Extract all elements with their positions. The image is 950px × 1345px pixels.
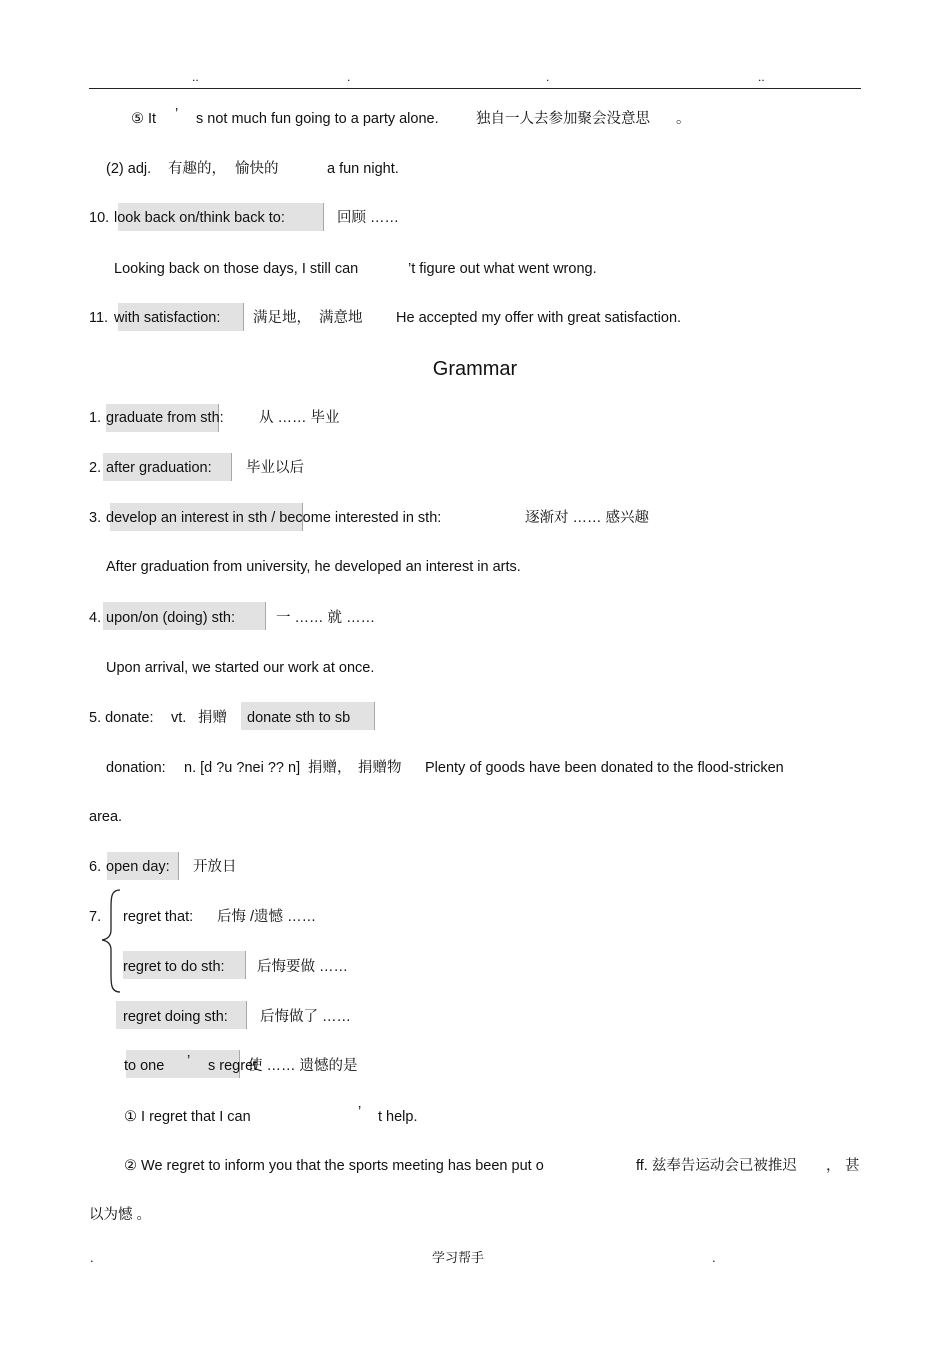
phrase: look back on/think back to: [114,210,285,226]
item-number: 2. [89,460,102,476]
example-text: a fun night. [327,161,399,177]
example-text: t help. [378,1109,418,1125]
example-text: ① I regret that I can [124,1109,251,1125]
phrase: graduate from sth: [106,410,224,426]
phrase: regret doing sth: [123,1009,228,1025]
translation: 捐赠， [308,760,352,776]
header-mark: . [546,70,550,84]
example-text: Looking back on those days, I still can [114,261,359,277]
translation: 捐赠 [198,710,227,726]
phrase: s regret [208,1058,258,1074]
item-number: 11. [89,310,109,326]
item-number: 6. [89,859,102,875]
sense-label: (2) adj. [106,161,152,177]
translation: 捐赠物 [358,760,402,776]
translation: 后悔要做 …… [257,959,349,975]
translation: 使 …… 遗憾的是 [248,1058,358,1074]
translation: 开放日 [193,859,237,875]
translation: 后悔做了 …… [260,1009,352,1025]
translation: 满足地， [253,310,311,326]
translation: 满意地 [319,310,363,326]
translation: 毕业以后 [246,460,304,476]
example-text: Plenty of goods have been donated to the flood-stricken [425,760,784,776]
translation-punct: ， [826,1158,841,1174]
header-rule [89,88,861,89]
header-mark: .. [758,70,765,84]
curly-brace [100,888,124,994]
example-text: ② We regret to inform you that the sports meeting has been put o [124,1158,544,1174]
translation: 独自一人去参加聚会没意思 [476,111,650,127]
translation: 甚 [845,1158,860,1174]
item-number: 4. [89,610,102,626]
translation: ff. 兹奉告运动会已被推迟 [636,1158,797,1174]
translation: 逐渐对 …… 感兴趣 [525,510,650,526]
translation: 有趣的， [168,161,226,177]
item-number: 10. [89,210,110,226]
item-number: 7. [89,909,102,925]
footer-mark: . [712,1250,716,1265]
section-title: Grammar [432,358,518,380]
footer-mark: . [90,1250,94,1265]
example-text: He accepted my offer with great satisfaction. [396,310,682,326]
header-mark: .. [192,70,199,84]
example-text: ’t figure out what went wrong. [408,261,597,277]
example-text: After graduation from university, he developed an interest in arts. [106,559,521,575]
header-mark: . [347,70,351,84]
translation: 一 …… 就 …… [276,610,376,626]
phrase: regret that: [123,909,194,925]
apostrophe: ’ [187,1053,191,1069]
phrase: develop an interest in sth / become interested in sth: [106,510,442,526]
example-text: ⑤ It [131,111,157,127]
apostrophe: ’ [175,106,179,122]
phrase: after graduation: [106,460,212,476]
item-number: 1. [89,410,102,426]
example-text: Upon arrival, we started our work at once. [106,660,375,676]
apostrophe: ’ [358,1104,362,1120]
translation-punct: 。 [676,111,691,127]
translation: 后悔 /遗憾 …… [217,909,317,925]
phonetic: n. [d ?u ?nei ?? n] [184,760,301,776]
phrase: open day: [106,859,170,875]
example-text: area. [89,809,123,825]
translation: 从 …… 毕业 [259,410,340,426]
phrase: donate sth to sb [247,710,351,726]
footer-text: 学习帮手 [432,1250,485,1265]
translation: 以为憾 。 [89,1207,152,1223]
pos-label: vt. [171,710,187,726]
translation: 回顾 …… [337,210,400,226]
phrase: upon/on (doing) sth: [106,610,235,626]
phrase: with satisfaction: [114,310,221,326]
example-text: s not much fun going to a party alone. [196,111,439,127]
translation: 愉快的 [235,161,279,177]
phrase: regret to do sth: [123,959,225,975]
item-number: 3. [89,510,102,526]
item-number: 5. donate: [89,710,154,726]
phrase: to one [124,1058,165,1074]
word: donation: [106,760,166,776]
